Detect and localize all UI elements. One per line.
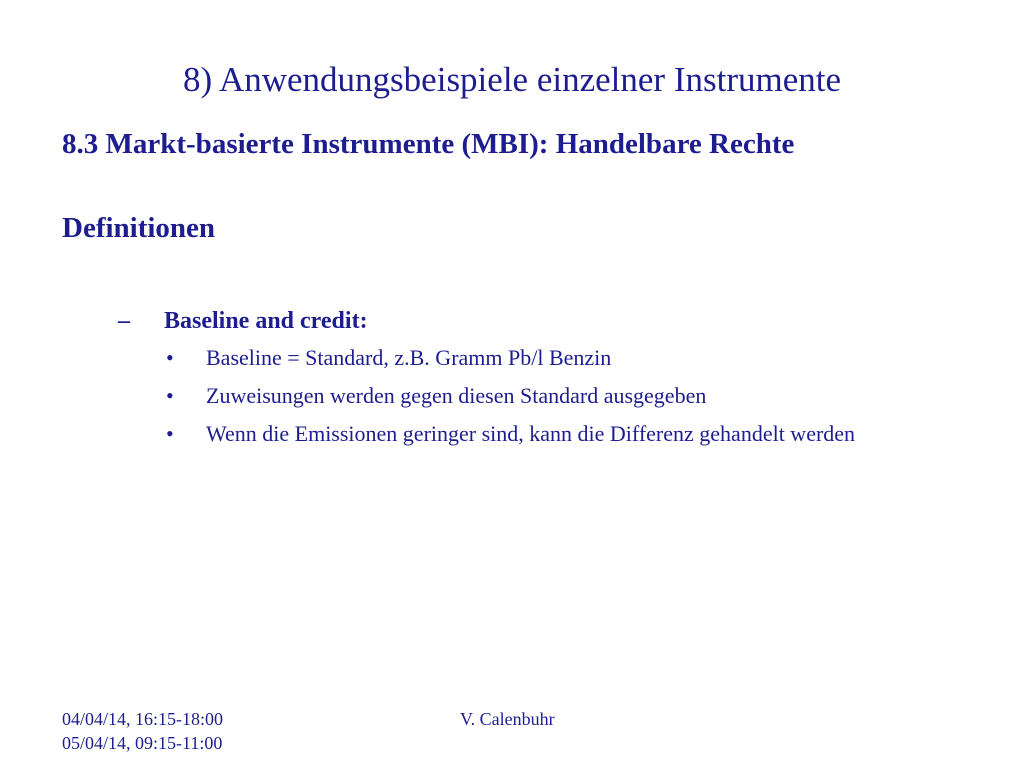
footer-author: V. Calenbuhr: [460, 709, 555, 729]
bullet-item: [166, 420, 906, 448]
dash-marker: –: [118, 308, 130, 334]
slide-title: 8) Anwendungsbeispiele einzelner Instrumente: [183, 60, 841, 99]
bullet-text: Zuweisungen werden gegen diesen Standard ausgegeben: [206, 383, 707, 408]
footer-date-line: 04/04/14, 16:15-18:00: [62, 709, 223, 729]
footer-dates: [62, 707, 223, 755]
bullet-item: [166, 344, 906, 372]
bullet-marker: •: [166, 421, 174, 446]
bullet-marker: •: [166, 345, 174, 370]
level1-label: Baseline and credit:: [164, 308, 368, 334]
slide-subtitle: 8.3 Markt-basierte Instrumente (MBI): Handelbare Rechte: [62, 128, 795, 160]
bullet-text: Baseline = Standard, z.B. Gramm Pb/l Benzin: [206, 345, 612, 370]
bullet-item: [166, 382, 906, 410]
bullet-list: [166, 344, 906, 458]
bullet-text: Wenn die Emissionen geringer sind, kann die Differenz gehandelt werden: [206, 421, 856, 446]
section-heading: Definitionen: [62, 212, 216, 244]
bullet-marker: •: [166, 383, 174, 408]
footer-date-line: 05/04/14, 09:15-11:00: [62, 733, 223, 753]
